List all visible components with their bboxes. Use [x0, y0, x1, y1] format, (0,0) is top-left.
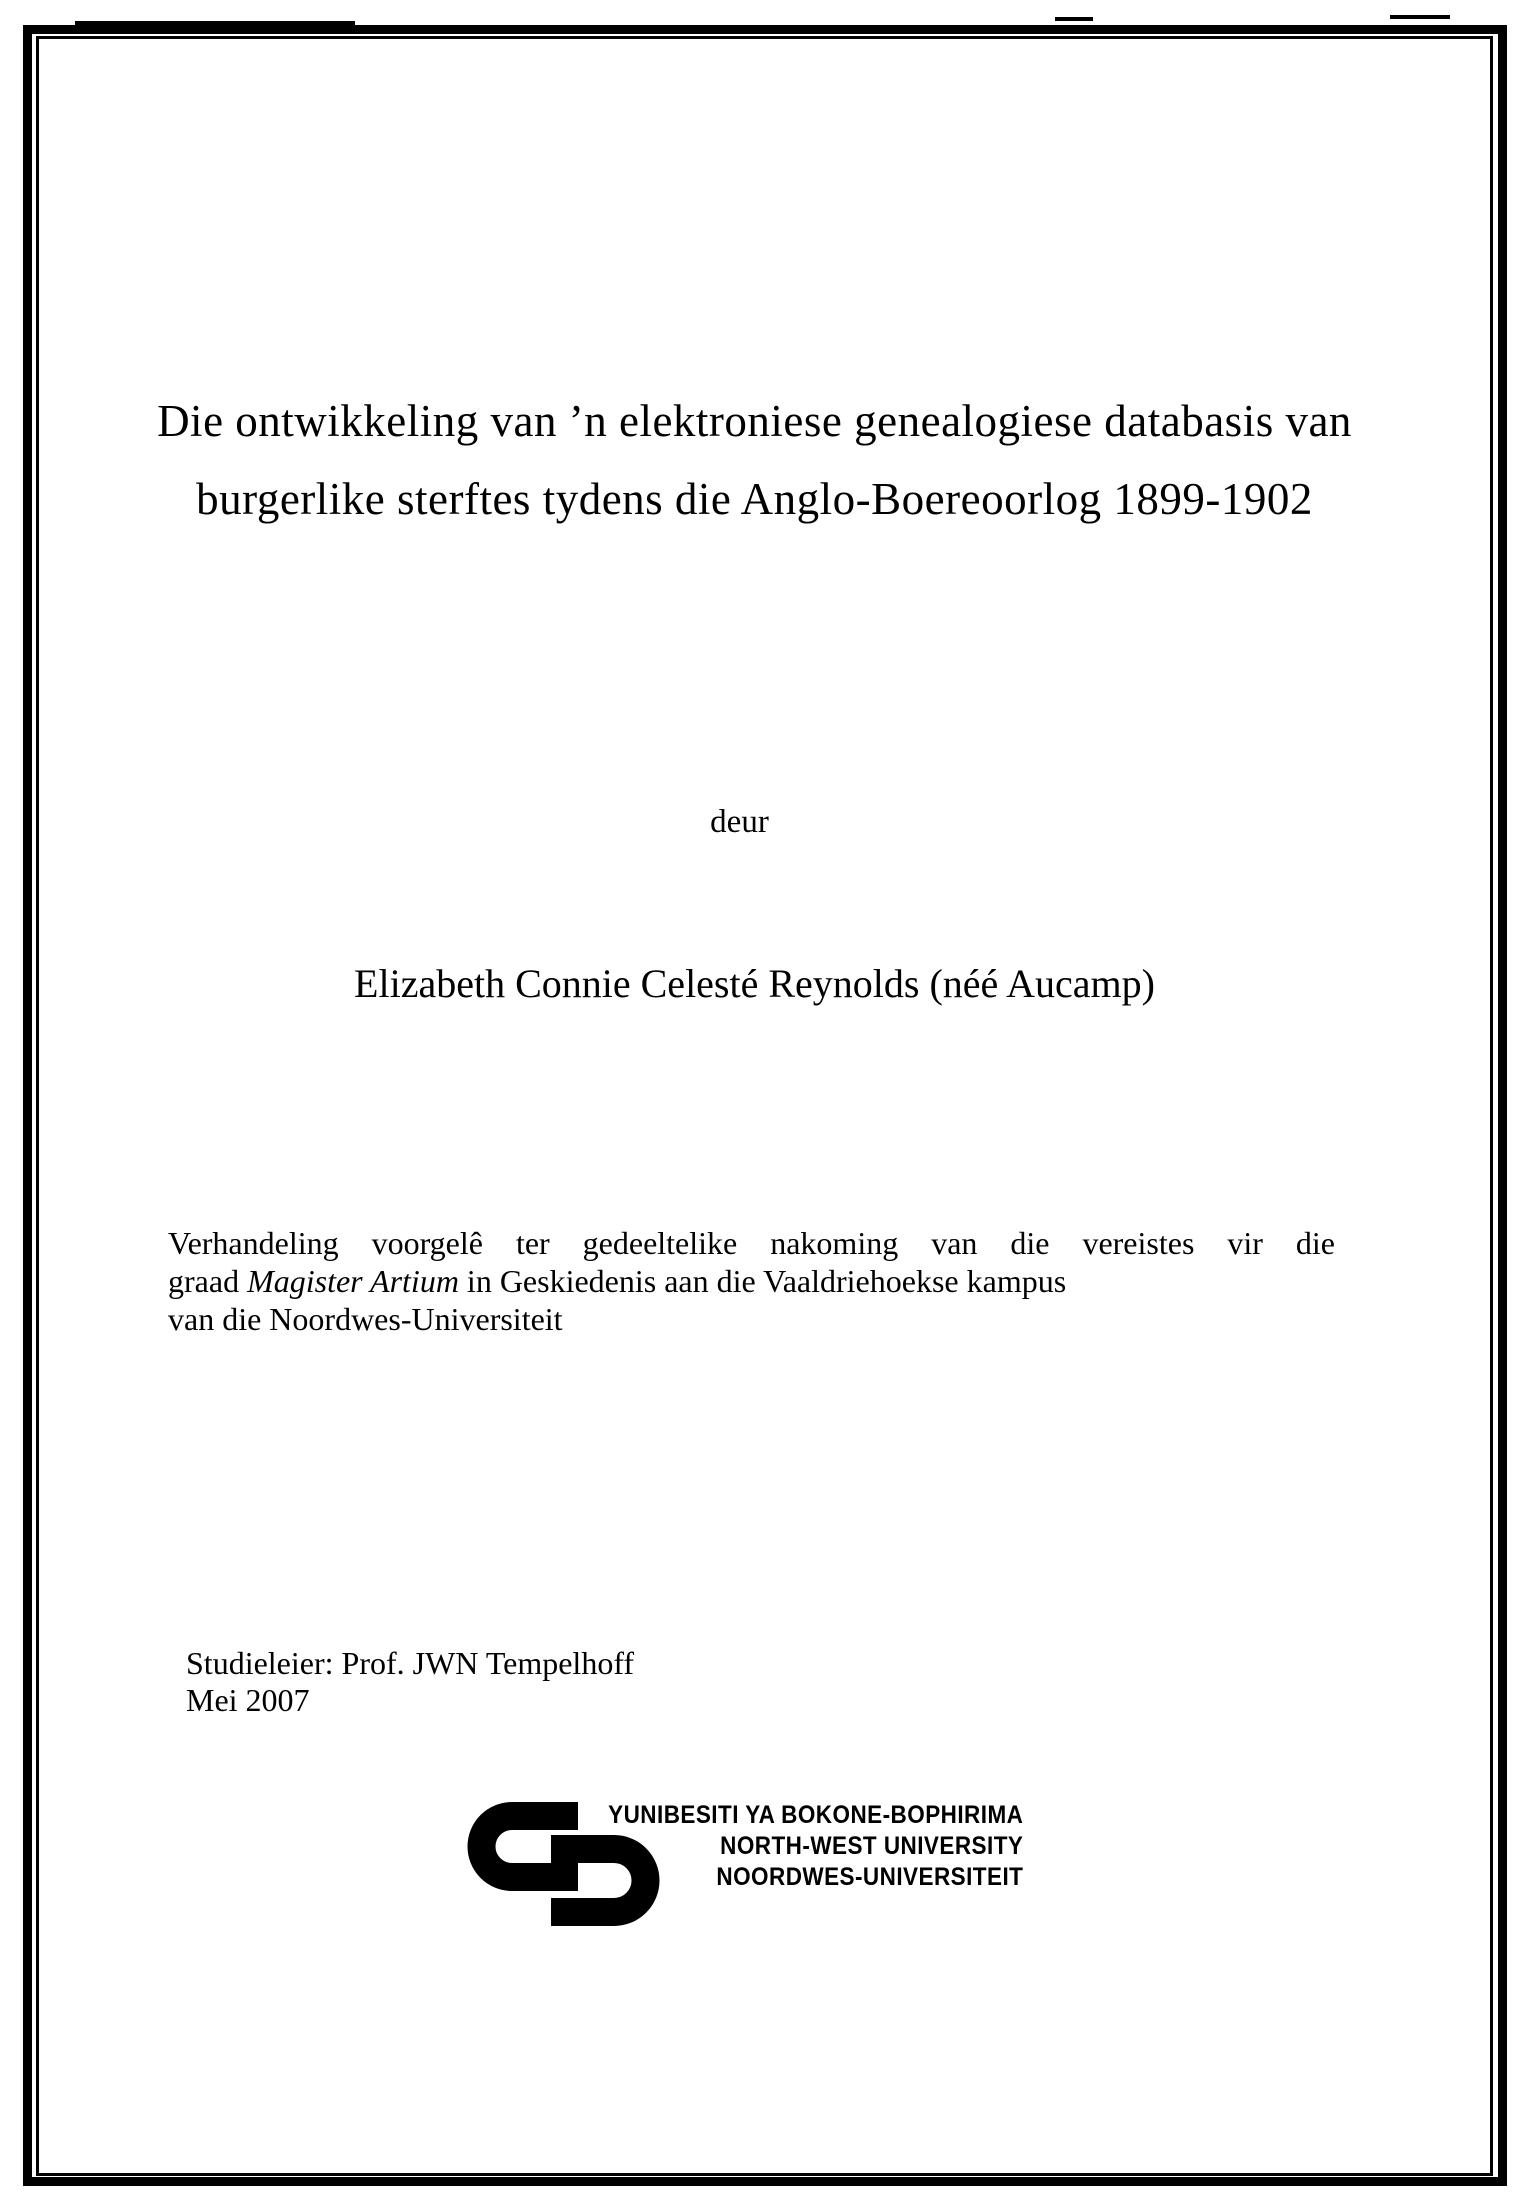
- statement-line-2-post: in Geskiedenis aan die Vaaldriehoekse kampus: [458, 1263, 1067, 1299]
- logo-line-afrikaans: NOORDWES-UNIVERSITEIT: [716, 1863, 1023, 1891]
- statement-degree-italic: Magister Artium: [247, 1263, 459, 1299]
- statement-line-3: van die Noordwes-Universiteit: [168, 1301, 563, 1337]
- byline: deur: [710, 804, 769, 840]
- logo-line-setswana: YUNIBESITI YA BOKONE-BOPHIRIMA: [607, 1801, 1023, 1829]
- title-line-2: burgerlike sterftes tydens die Anglo-Boereoorlog 1899-1902: [196, 474, 1313, 524]
- degree-statement: [168, 1224, 1335, 1338]
- supervisor-line: Studieleier: Prof. JWN Tempelhoff: [186, 1645, 635, 1681]
- university-logo-text: [608, 1800, 1023, 1893]
- scan-artifact: [1390, 15, 1450, 19]
- statement-line-2-pre: graad: [168, 1263, 248, 1299]
- title-line-1: Die ontwikkeling van ’n elektroniese genealogiese databasis van: [157, 396, 1352, 446]
- supervisor-block: [186, 1645, 634, 1719]
- page-title: [0, 382, 1509, 538]
- logo-line-english: NORTH-WEST UNIVERSITY: [719, 1832, 1023, 1860]
- scan-artifact: [1055, 17, 1093, 21]
- scan-artifact: [75, 21, 355, 27]
- author-name: Elizabeth Connie Celesté Reynolds (néé Aucamp): [354, 961, 1155, 1006]
- statement-line-1: Verhandeling voorgelê ter gedeeltelike nakoming van die vereistes vir die: [168, 1225, 1335, 1261]
- statement-line-2: [168, 1262, 1335, 1300]
- date-line: Mei 2007: [186, 1682, 310, 1718]
